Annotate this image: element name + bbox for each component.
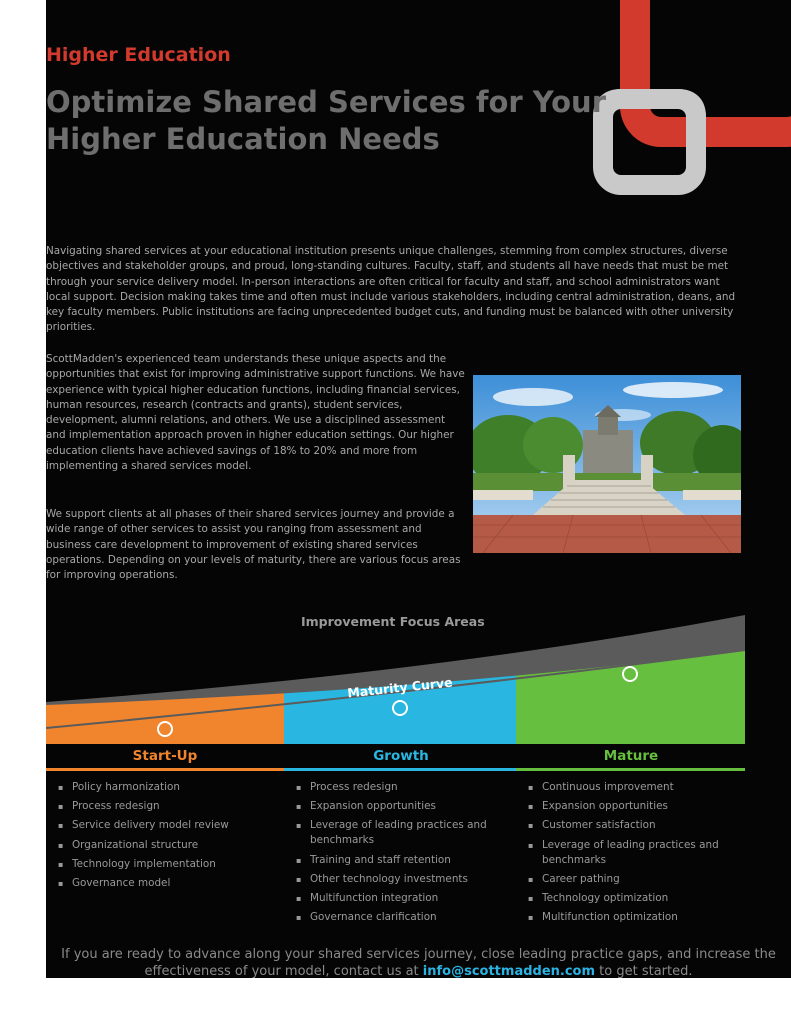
email-link[interactable]: info@scottmadden.com	[422, 964, 596, 978]
list-item: ▪ Continuous improvement	[516, 780, 738, 795]
maturity-curve-diagram	[46, 610, 791, 750]
mature-list	[516, 780, 738, 929]
growth-underline	[284, 768, 516, 771]
list-item: ▪ Technology optimization	[516, 891, 738, 906]
mature-marker	[623, 667, 637, 681]
list-item: ▪ Process redesign	[284, 780, 506, 795]
growth-list	[284, 780, 506, 929]
category-heading: Higher Education	[46, 44, 231, 66]
list-item: ▪ Service delivery model review	[46, 818, 268, 833]
diagram-title: Improvement Focus Areas	[301, 614, 485, 629]
intro-paragraph: Navigating shared services at your educational institution presents unique challenges, stemming from complex structures, diverse objectives and stakeholder groups, and proud, long-standing cultures. Faculty, staff, and students all have needs that must be met through your service delivery model. In-person interactions are often critical for faculty and staff, and school administrators want local support. Decision making takes time and often must include various stakeholders, including central administration, deans, and key faculty members. Public institutions are facing unprecedented budget cuts, and funding must be balanced with other university priorities.	[46, 245, 736, 334]
list-item: ▪ Other technology investments	[284, 872, 506, 887]
growth-marker	[393, 701, 407, 715]
stage-growth-label: Growth	[373, 748, 429, 764]
list-item: ▪ Governance model	[46, 876, 268, 891]
list-item: ▪ Leverage of leading practices and benchmarks	[284, 818, 506, 848]
startup-underline	[46, 768, 284, 771]
startup-marker	[158, 722, 172, 736]
list-item: ▪ Career pathing	[516, 872, 738, 887]
list-item: ▪ Expansion opportunities	[284, 799, 506, 814]
list-item: ▪ Customer satisfaction	[516, 818, 738, 833]
list-item: ▪ Multifunction integration	[284, 891, 506, 906]
campus-photo	[473, 375, 741, 553]
page-title: Optimize Shared Services for Your Higher Education Needs	[46, 85, 607, 156]
list-item: ▪ Expansion opportunities	[516, 799, 738, 814]
call-to-action	[46, 946, 791, 978]
list-item: ▪ Process redesign	[46, 799, 268, 814]
startup-list	[46, 780, 268, 895]
curve-label: Maturity Curve	[346, 674, 454, 701]
support-paragraph: We support clients at all phases of their shared services journey and provide a wide range of other services to assist you ranging from assessment and business care development to improvement of existing shared services operations. Depending on your levels of maturity, there are various focus areas for improving operations.	[46, 508, 461, 582]
experience-paragraph: ScottMadden's experienced team understands these unique aspects and the opportunities that exist for improving administrative support functions. We have experience with typical higher education functions, including financial services, human resources, research (contracts and grants), student services, development, alumni relations, and others. We use a disciplined assessment and implementation approach proven in higher education settings. Our higher education clients have achieved savings of 18% to 20% and more from implementing a shared services model.	[46, 353, 465, 473]
stage-mature-label: Mature	[603, 748, 659, 764]
flyer-page	[46, 0, 791, 978]
list-item: ▪ Policy harmonization	[46, 780, 268, 795]
list-item: ▪ Governance clarification	[284, 910, 506, 925]
cta-text-after: to get started.	[595, 964, 693, 978]
mature-underline	[516, 768, 745, 771]
list-item: ▪ Organizational structure	[46, 838, 268, 853]
cta-text-before: If you are ready to advance along your shared services journey, close leading practice gaps, and increase the effectiveness of your model, contact us at	[61, 947, 776, 978]
list-item: ▪ Training and staff retention	[284, 853, 506, 868]
list-item: ▪ Multifunction optimization	[516, 910, 738, 925]
list-item: ▪ Leverage of leading practices and benchmarks	[516, 838, 738, 868]
list-item: ▪ Technology implementation	[46, 857, 268, 872]
stage-startup-label: Start-Up	[132, 748, 198, 764]
